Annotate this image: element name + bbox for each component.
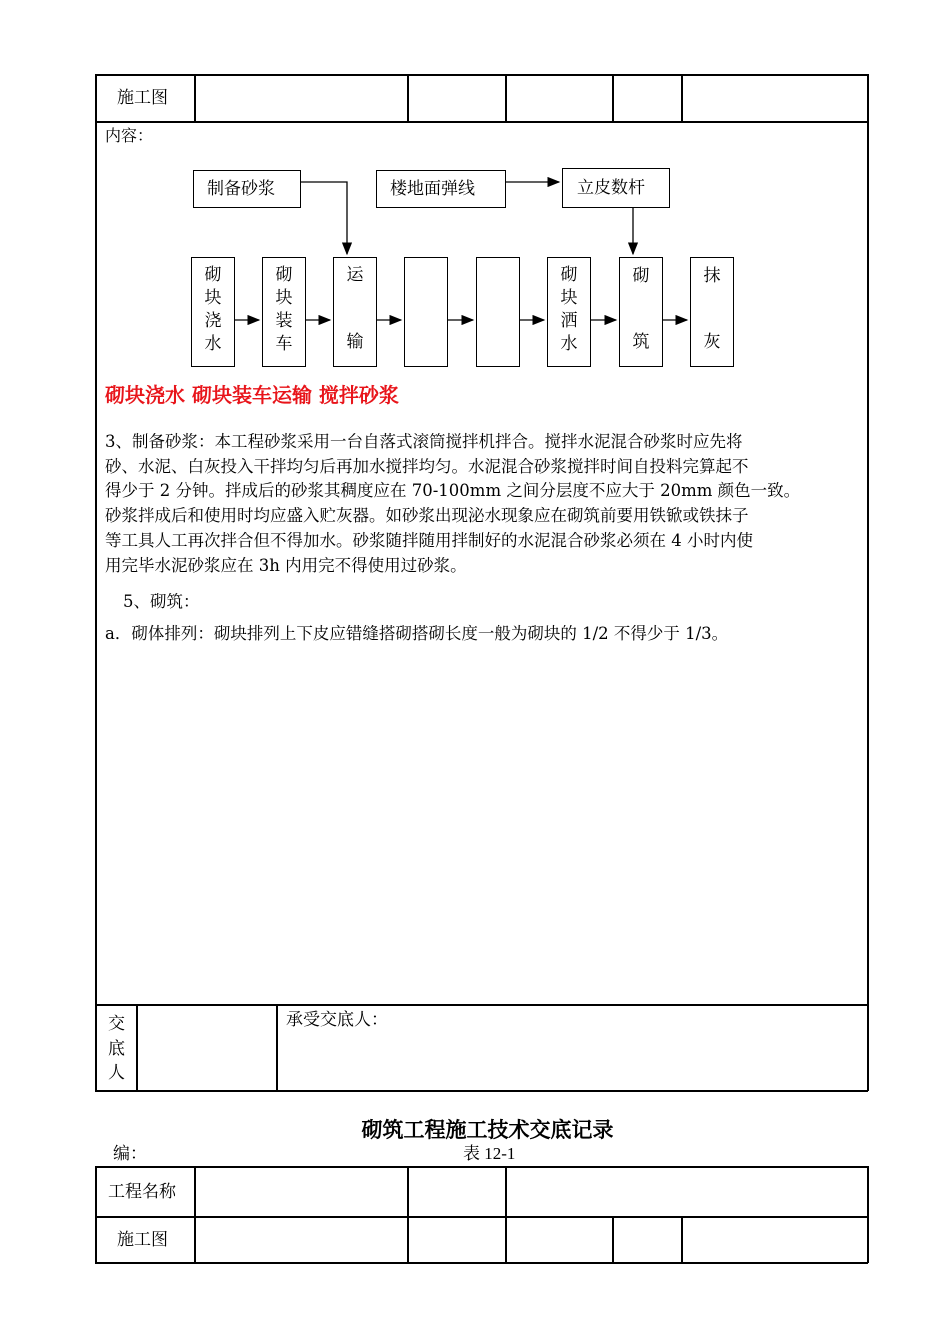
p3-line: 得少于 2 分钟。拌成后的砂浆其稠度应在 70-100mm 之间分层度不应大于 20mm 颜色一致。 <box>105 481 801 501</box>
flow-box-block-loading: 砌 块 装 车 <box>262 257 306 367</box>
flow-box-floor-line: 楼地面弹线 <box>376 170 506 208</box>
receiver-label: 承受交底人： <box>286 1010 388 1030</box>
paragraph-block-arrangement: a．砌体排列：砌块排列上下皮应错缝搭砌搭砌长度一般为砌块的 1/2 不得少于 1/3。 <box>105 624 729 643</box>
flow-box-block-sprinkle: 砌 块 洒 水 <box>547 257 591 367</box>
p3-line: 砂浆拌成后和使用时均应盛入贮灰器。如砂浆出现泌水现象应在砌筑前要用铁锨或铁抹子 <box>105 506 749 526</box>
flow-box-prepare-mortar: 制备砂浆 <box>193 170 301 208</box>
p3-line: 3、制备砂浆：本工程砂浆采用一台自落式滚筒搅拌机拌合。搅拌水泥混合砂浆时应先将 <box>105 432 743 451</box>
handover-person-char: 底 <box>108 1039 125 1059</box>
flow-arrows <box>0 0 950 420</box>
red-heading: 砌块浇水 砌块装车运输 搅拌砂浆 <box>105 383 399 407</box>
row-label-construction-drawing-2: 施工图 <box>117 1230 168 1250</box>
paragraph-prepare-mortar <box>105 430 865 578</box>
arrow-mortar-to-transport <box>301 182 347 254</box>
p3-line: 用完毕水泥砂浆应在 3h 内用完不得使用过砂浆。 <box>105 555 467 575</box>
table-number: 表 12-1 <box>463 1144 516 1163</box>
form-title: 砌筑工程施工技术交底记录 <box>361 1117 614 1142</box>
handover-person-char: 人 <box>108 1063 125 1083</box>
p3-line: 等工具人工再次拌合但不得加水。砂浆随拌随用拌制好的水泥混合砂浆必须在 4 小时内使 <box>105 530 753 550</box>
handover-person-char: 交 <box>108 1014 125 1034</box>
flow-box-masonry: 砌 筑 <box>619 257 663 367</box>
content-label: 内容： <box>105 126 154 145</box>
flow-box-skin-rod: 立皮数杆 <box>562 168 670 208</box>
bian-label: 编： <box>113 1144 147 1164</box>
flow-box-plastering: 抹 灰 <box>690 257 734 367</box>
p3-line: 砂、水泥、白灰投入干拌均匀后再加水搅拌均匀。水泥混合砂浆搅拌时间自投料完算起不 <box>105 456 749 476</box>
row-label-project-name: 工程名称 <box>108 1182 176 1202</box>
section-masonry: 5、砌筑： <box>123 592 200 611</box>
flow-box-block-watering: 砌 块 浇 水 <box>191 257 235 367</box>
flow-box-transport: 运 输 <box>333 257 377 367</box>
row-label-construction-drawing: 施工图 <box>117 88 168 108</box>
